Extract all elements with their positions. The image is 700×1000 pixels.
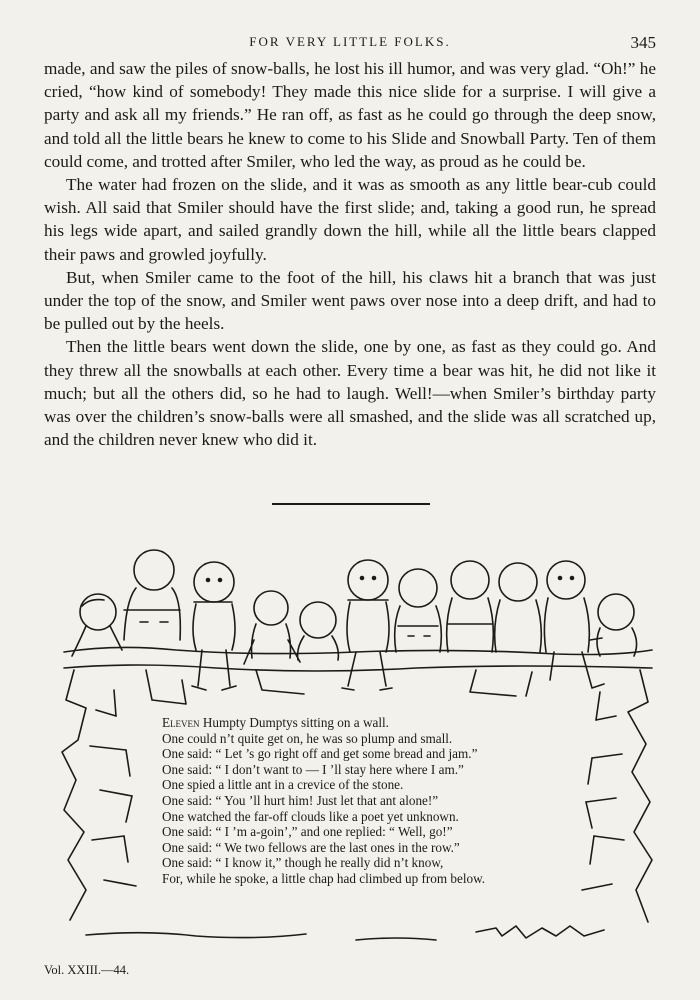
story-paragraph: The water had frozen on the slide, and it was as smooth as any little bear-cub could wish. All said that Smiler should have the first slide; and, taking a good run, he spread his legs wide apart, and sailed grandly down the hill, while all the little bears clapped their paws and growled joyfully.	[44, 175, 656, 264]
verse-line: For, while he spoke, a little chap had climbed up from below.	[162, 870, 486, 886]
verse-line: One said: “ I ’m a-goin’,” and one replied: “ Well, go!”	[162, 824, 453, 840]
verse-line: One said: “ I don’t want to — I ’ll stay here where I am.”	[162, 761, 464, 777]
running-title: FOR VERY LITTLE FOLKS.	[249, 34, 451, 49]
story-paragraph: But, when Smiler came to the foot of the hill, his claws hit a branch that was just under the top of the snow, and Smiler went paws over nose into a deep drift, and had to be pulled out by the heels.	[44, 267, 656, 334]
verse-line: One said: “ Let ’s go right off and get some bread and jam.”	[162, 746, 478, 762]
verse-line: One said: “ You ’ll hurt him! Just let that ant alone!”	[162, 792, 439, 808]
volume-mark: Vol. XXIII.—44.	[44, 963, 130, 977]
story-paragraph: made, and saw the piles of snow-balls, he lost his ill humor, and was very glad. “Oh!” he cried, “how kind of somebody! They made this nice slide for a surprise. I will give a party and ask all my friends.” He ran off, as fast as he could go through the deep snow, and told all the little bears he knew to come to his Slide and Snowball Party. Ten of them could come, and trotted after Smiler, who led the way, as proud as he could be.	[44, 59, 656, 171]
verse-line: One said: “ We two fellows are the last ones in the row.”	[162, 839, 460, 855]
verse-first-line-rest: Humpty Dumptys sitting on a wall.	[199, 715, 389, 730]
verse-poem	[162, 715, 562, 887]
verse-line: One said: “ I know it,” though he really did n’t know,	[162, 855, 444, 871]
story-paragraph: Then the little bears went down the slide, one by one, as fast as they could go. And they threw all the snowballs at each other. Every time a bear was hit, he did not like it much; but all the others did, so he had to laugh. Well!—when Smiler’s birthday party was over the children’s snow-balls were all smashed, and the slide was all scratched up, and the children never knew who did it.	[44, 337, 656, 450]
verse-line	[162, 715, 562, 731]
verse-line: One watched the far-off clouds like a poet yet unknown.	[162, 808, 459, 824]
section-divider	[272, 503, 430, 505]
page-number: 345	[630, 33, 656, 52]
story-text	[44, 57, 656, 451]
verse-first-word: Eleven	[162, 715, 200, 730]
verse-line: One could n’t quite get on, he was so plump and small.	[162, 730, 453, 746]
verse-line: One spied a little ant in a crevice of the stone.	[162, 777, 404, 793]
